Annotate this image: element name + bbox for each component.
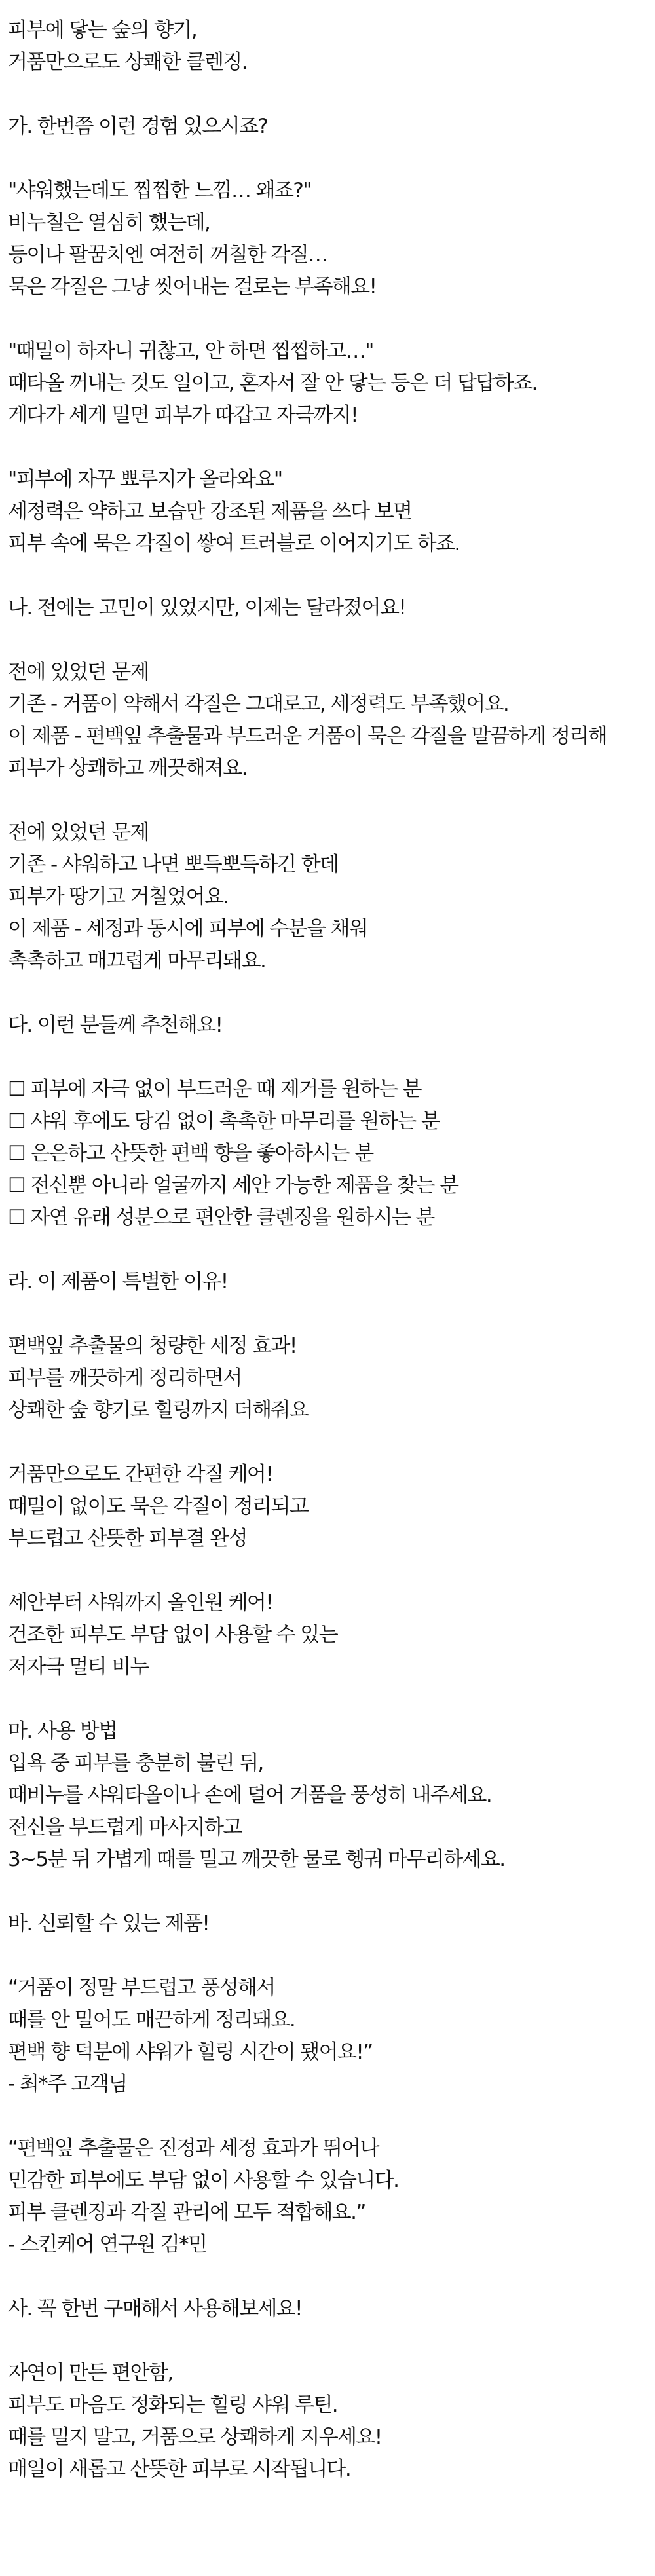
paragraph bbox=[8, 2357, 655, 2486]
text-line: 때밀이 없이도 묵은 각질이 정리되고 bbox=[8, 1495, 309, 1518]
text-line: 전신을 부드럽게 마사지하고 bbox=[8, 1816, 242, 1839]
text-line: 전에 있었던 문제 bbox=[8, 821, 149, 844]
text-line: 민감한 피부에도 부담 없이 사용할 수 있습니다. bbox=[8, 2169, 399, 2192]
text-line: 등이나 팔꿈치엔 여전히 꺼칠한 각질… bbox=[8, 243, 328, 267]
text-line: 편백 향 덕분에 샤워가 힐링 시간이 됐어요!” bbox=[8, 2040, 373, 2064]
text-line: ☐ 피부에 자극 없이 부드러운 때 제거를 원하는 분 bbox=[8, 1077, 421, 1101]
paragraph bbox=[8, 656, 655, 785]
text-line: 피부 속에 묵은 각질이 쌓여 트러블로 이어지기도 하죠. bbox=[8, 532, 460, 555]
text-line: 3~5분 뒤 가볍게 때를 밀고 깨끗한 물로 헹궈 마무리하세요. bbox=[8, 1848, 505, 1871]
text-line: 피부도 마음도 정화되는 힐링 샤워 루틴. bbox=[8, 2393, 338, 2417]
paragraph bbox=[8, 1715, 655, 1876]
text-line: ☐ 전신뿐 아니라 얼굴까지 세안 가능한 제품을 찾는 분 bbox=[8, 1174, 458, 1197]
paragraph bbox=[8, 464, 655, 560]
text-line: 세안부터 샤워까지 올인원 케어! bbox=[8, 1591, 273, 1615]
text-line: 게다가 세게 밀면 피부가 따갑고 자극까지! bbox=[8, 403, 358, 427]
paragraph bbox=[8, 1266, 655, 1298]
text-line: 때타올 꺼내는 것도 일이고, 혼자서 잘 안 닿는 등은 더 답답하죠. bbox=[8, 371, 537, 395]
text-line: 때를 안 밀어도 매끈하게 정리돼요. bbox=[8, 2008, 295, 2032]
paragraph bbox=[8, 2133, 655, 2261]
paragraph bbox=[8, 175, 655, 303]
text-line: 나. 전에는 고민이 있었지만, 이제는 달라졌어요! bbox=[8, 596, 406, 620]
text-line: 입욕 중 피부를 충분히 불린 뒤, bbox=[8, 1751, 263, 1775]
text-line: 기존 - 거품이 약해서 각질은 그대로고, 세정력도 부족했어요. bbox=[8, 692, 509, 716]
text-line: 묵은 각질은 그냥 씻어내는 걸로는 부족해요! bbox=[8, 275, 377, 299]
text-line: "샤워했는데도 찝찝한 느낌… 왜죠?" bbox=[8, 179, 311, 202]
text-line: 자연이 만든 편안함, bbox=[8, 2361, 173, 2385]
text-line: 세정력은 약하고 보습만 강조된 제품을 쓰다 보면 bbox=[8, 500, 412, 523]
text-line: “거품이 정말 부드럽고 풍성해서 bbox=[8, 1976, 275, 2000]
paragraph bbox=[8, 1330, 655, 1427]
text-line: 바. 신뢰할 수 있는 제품! bbox=[8, 1912, 210, 1935]
text-line: 때비누를 샤워타올이나 손에 덜어 거품을 풍성히 내주세요. bbox=[8, 1783, 492, 1807]
text-line: 가. 한번쯤 이런 경험 있으시죠? bbox=[8, 115, 268, 138]
text-line: 부드럽고 산뜻한 피부결 완성 bbox=[8, 1527, 247, 1550]
text-line: "때밀이 하자니 귀찮고, 안 하면 찝찝하고…" bbox=[8, 339, 373, 363]
text-line: 마. 사용 방법 bbox=[8, 1719, 117, 1743]
text-line: 상쾌한 숲 향기로 힐링까지 더해줘요 bbox=[8, 1398, 309, 1422]
text-line: 라. 이 제품이 특별한 이유! bbox=[8, 1270, 228, 1294]
text-line: 피부를 깨끗하게 정리하면서 bbox=[8, 1366, 242, 1390]
paragraph bbox=[8, 1587, 655, 1683]
text-line: 거품만으로도 상쾌한 클렌징. bbox=[8, 50, 247, 74]
text-line: 때를 밀지 말고, 거품으로 상쾌하게 지우세요! bbox=[8, 2425, 382, 2449]
text-line: 저자극 멀티 비누 bbox=[8, 1655, 149, 1679]
text-line: 이 제품 - 편백잎 추출물과 부드러운 거품이 묵은 각질을 말끔하게 정리해 bbox=[8, 724, 607, 748]
paragraph bbox=[8, 335, 655, 432]
paragraph bbox=[8, 1009, 655, 1041]
text-line: ☐ 자연 유래 성분으로 편안한 클렌징을 원하시는 분 bbox=[8, 1206, 434, 1229]
text-line: ☐ 샤워 후에도 당김 없이 촉촉한 마무리를 원하는 분 bbox=[8, 1110, 440, 1133]
text-line: - 스킨케어 연구원 김*민 bbox=[8, 2233, 207, 2256]
text-line: 다. 이런 분들께 추천해요! bbox=[8, 1013, 223, 1037]
text-line: 기존 - 샤워하고 나면 뽀득뽀득하긴 한데 bbox=[8, 853, 339, 876]
text-line: 거품만으로도 간편한 각질 케어! bbox=[8, 1463, 273, 1486]
paragraph bbox=[8, 111, 655, 143]
paragraph bbox=[8, 1459, 655, 1555]
paragraph bbox=[8, 1972, 655, 2100]
text-line: 전에 있었던 문제 bbox=[8, 660, 149, 684]
text-line: 비누칠은 열심히 했는데, bbox=[8, 211, 210, 234]
paragraph bbox=[8, 1908, 655, 1940]
paragraph bbox=[8, 817, 655, 977]
text-line: 이 제품 - 세정과 동시에 피부에 수분을 채워 bbox=[8, 917, 368, 941]
text-line: 피부에 닿는 숲의 향기, bbox=[8, 18, 197, 42]
paragraph bbox=[8, 592, 655, 624]
text-line: ☐ 은은하고 산뜻한 편백 향을 좋아하시는 분 bbox=[8, 1142, 373, 1165]
text-line: 건조한 피부도 부담 없이 사용할 수 있는 bbox=[8, 1623, 338, 1647]
text-line: “편백잎 추출물은 진정과 세정 효과가 뛰어나 bbox=[8, 2137, 379, 2160]
text-line: 피부가 땅기고 거칠었어요. bbox=[8, 885, 229, 908]
text-line: 피부가 상쾌하고 깨끗해져요. bbox=[8, 756, 247, 780]
text-line: "피부에 자꾸 뾰루지가 올라와요" bbox=[8, 468, 282, 491]
text-line: 촉촉하고 매끄럽게 마무리돼요. bbox=[8, 949, 266, 973]
paragraph bbox=[8, 1073, 655, 1234]
paragraph bbox=[8, 2293, 655, 2325]
text-line: 편백잎 추출물의 청량한 세정 효과! bbox=[8, 1334, 297, 1358]
text-line: 사. 꼭 한번 구매해서 사용해보세요! bbox=[8, 2297, 302, 2321]
paragraph bbox=[8, 14, 655, 79]
text-line: 매일이 새롭고 산뜻한 피부로 시작됩니다. bbox=[8, 2457, 351, 2481]
text-line: - 최*주 고객님 bbox=[8, 2072, 127, 2096]
text-line: 피부 클렌징과 각질 관리에 모두 적합해요.” bbox=[8, 2201, 365, 2224]
